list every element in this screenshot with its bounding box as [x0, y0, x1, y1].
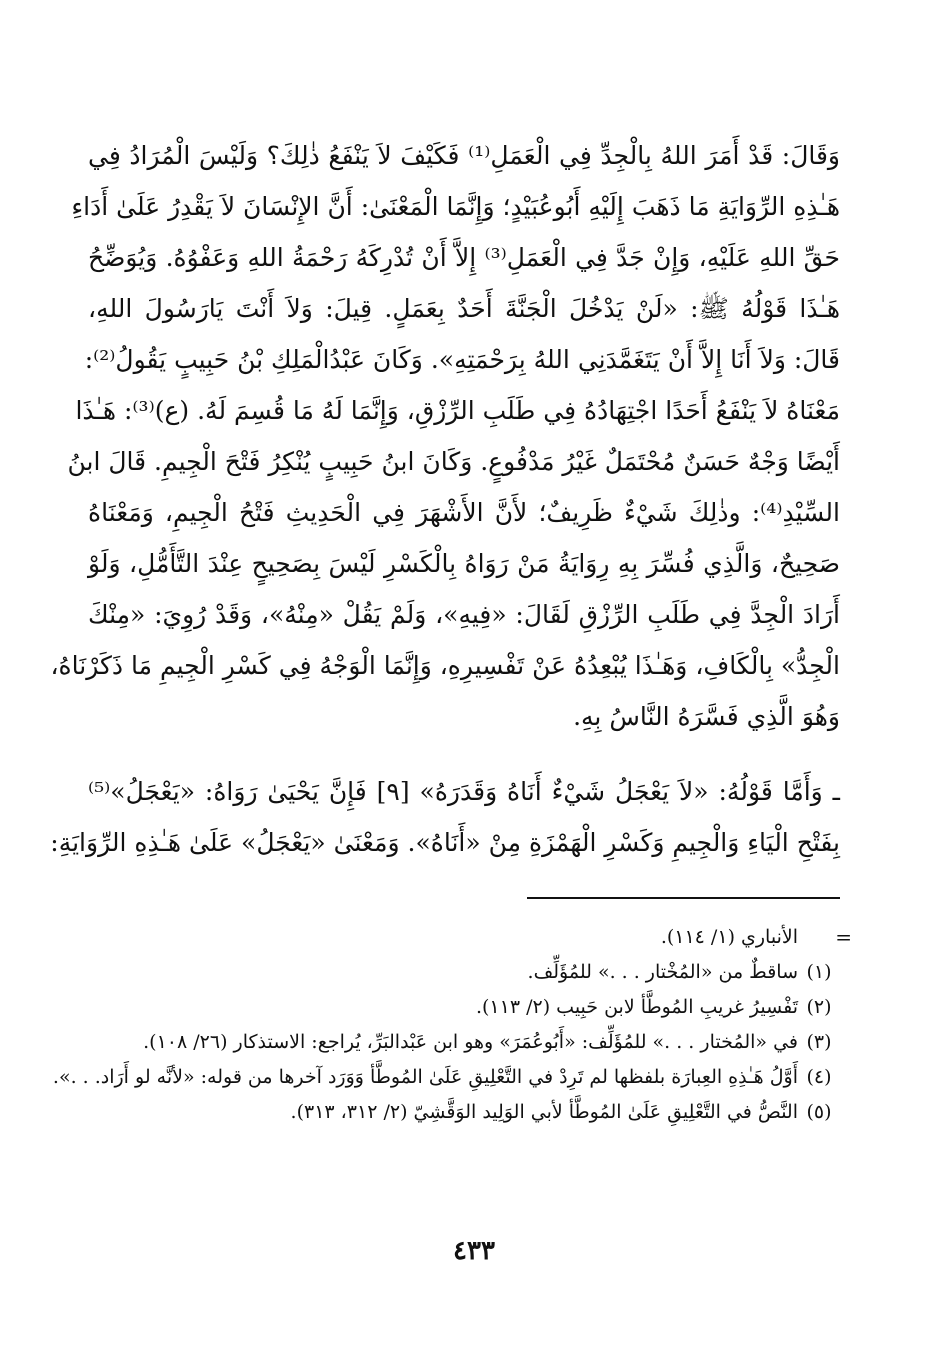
- footnote-number: (٣): [806, 1031, 832, 1053]
- footnote-number: (٥): [806, 1101, 832, 1123]
- text-line: أَيْضًا وَجْهٌ حَسَنٌ مُحْتَمَلٌ غَيْرُ مَدْفُوعٍ. وَكَانَ ابنُ حَبِيبٍ يُنْكِرُ فَتْحَ الْجِيمِ. قَالَ ابنُ: [67, 447, 840, 476]
- text-line: هَـٰذَا قَوْلُهُ ﷺ: «لَنْ يَدْخُلَ الْجَنَّةَ أَحَدٌ بِعَمَلٍ. قِيلَ: وَلاَ أَنْتَ يَارَسُولَ اللهِ،: [88, 294, 840, 323]
- footnote-number: (٤): [806, 1066, 832, 1088]
- footnote-text: الأنباري (١/ ١١٤).: [660, 926, 798, 948]
- footnote-continuation: [110, 920, 840, 955]
- footnote-number: (٢): [806, 996, 832, 1018]
- text-line: وَقَالَ: قَدْ أَمَرَ اللهُ بِالْجِدِّ فِي الْعَمَلِ⁽¹⁾ فَكَيْفَ لاَ يَنْفَعُ ذٰلِكَ؟ وَلَيْسَ الْمُرَادُ فِي: [88, 141, 841, 170]
- main-text: [50, 130, 841, 868]
- footnote-divider: [527, 897, 840, 899]
- text-line: هَـٰذِهِ الرِّوَايَةِ مَا ذَهَبَ إِلَيْهِ أَبُوعُبَيْدٍ؛ وَإِنَّمَا الْمَعْنَىٰ: أَنَّ الإِنْسَانَ لاَ يَقْدِرُ عَلَىٰ أَدَاءِ: [71, 192, 840, 221]
- text-line: وَهُوَ الَّذِي فَسَّرَهُ النَّاسُ بِهِ.: [573, 702, 840, 731]
- footnote-text: النَّصُّ في التَّعْلِيقِ عَلَىٰ المُوطَّأ لأبي الوَلِيد الوَقَّشِيّ (٢/ ٣١٢، ٣١٣).: [290, 1101, 798, 1123]
- text-line: قَالَ: وَلاَ أَنَا إِلاَّ أَنْ يَتَغَمَّدَنِي اللهُ بِرَحْمَتِهِ». وَكَانَ عَبْدُالْمَلِكِ بْنُ حَبِيبٍ يَقُولُ⁽²⁾:: [84, 345, 840, 374]
- text-line: حَقِّ اللهِ عَلَيْهِ، وَإِنْ جَدَّ فِي الْعَمَلِ⁽³⁾ إِلاَّ أَنْ تُدْرِكَهُ رَحْمَةُ اللهِ وَعَفْوُهُ. وَيُوَضِّحُ: [88, 243, 840, 272]
- text-line: السِّيْدِ⁽⁴⁾: وذٰلِكَ شَيْءٌ ظَرِيفٌ؛ لأَنَّ الأَشْهَرَ فِي الْحَدِيثِ فَتْحُ الْجِيمِ، وَمَعْنَاهُ: [88, 498, 840, 527]
- page-number: ٤٣٣: [453, 1236, 495, 1266]
- footnote-number: (١): [806, 961, 832, 983]
- footnote-text: في «المُختار . . .» للمُؤَلِّف: «أَبُوعُمَرَ» وهو ابن عَبْدالبَرِّ، يُراجع: الاستذكار (٢٦/ ١٠٨).: [143, 1031, 798, 1053]
- footnotes: [52, 920, 840, 1130]
- footnote-text: تَفْسِيرُ غريبِ المُوطَّأ لابن حَبِيب (٢/ ١١٣).: [475, 996, 798, 1018]
- text-line: صَحِيحٌ، وَالَّذِي فُسِّرَ بِهِ رِوَايَةُ مَنْ رَوَاهُ بِالْكَسْرِ لَيْسَ بِصَحِيحٍ عِنْدَ التَّأَمُّلِ، وَلَوْ: [88, 549, 840, 578]
- footnote-text: ساقطٌ من «المُخْتار . . .» للمُؤَلِّف.: [527, 961, 798, 983]
- text-line: ـ وَأَمَّا قَوْلُهُ: «لاَ يَعْجَلُ شَيْءٌ أَنَاهُ وَقَدَرَهُ» [٩] فَإِنَّ يَحْيَىٰ رَوَاهُ: «يَعْجَلُ»⁽⁵⁾: [88, 777, 840, 806]
- footnote: [110, 955, 840, 990]
- footnote: [52, 1060, 840, 1095]
- footnote: [110, 1095, 840, 1130]
- text-line: أَرَادَ الْجِدَّ فِي طَلَبِ الرِّزْقِ لَقَالَ: «فِيهِ»، وَلَمْ يَقُلْ «مِنْهُ»، وَقَدْ رُوِيَ: «مِنْكَ: [88, 600, 840, 629]
- footnote-text: أَوَّلُ هَـٰذِهِ العِبارَة بلفظها لم تَرِدْ في التَّعْلِيقِ عَلَىٰ المُوطَّأ وَوَرَد آخرها من قوله: «لأنَّه لو أَرَاد. . .».: [52, 1066, 798, 1088]
- text-line: مَعْنَاهُ لاَ يَنْفَعُ أَحَدًا اجْتِهَادُهُ فِي طَلَبِ الرِّزْقِ، وَإِنَّمَا لَهُ مَا قُسِمَ لَهُ. (ع)⁽³⁾: هَـٰذَا: [75, 396, 840, 425]
- footnote-continuation-mark: =: [835, 925, 852, 949]
- footnote: [110, 1025, 840, 1060]
- text-line: الْجِدُّ» بِالْكَافِ، وَهَـٰذَا يُبْعِدُهُ عَنْ تَفْسِيرِهِ، وَإِنَّمَا الْوَجْهُ فِي كَسْرِ الْجِيمِ مَا ذَكَرْنَاهُ،: [50, 651, 840, 680]
- text-line: بِفَتْحِ الْيَاءِ وَالْجِيمِ وَكَسْرِ الْهَمْزَةِ مِنْ «أَنَاهُ». وَمَعْنَىٰ «يَعْجَلُ» عَلَىٰ هَـٰذِهِ الرِّوَايَةِ:: [50, 828, 840, 857]
- paragraph-gap: [88, 742, 840, 766]
- footnote: [110, 990, 840, 1025]
